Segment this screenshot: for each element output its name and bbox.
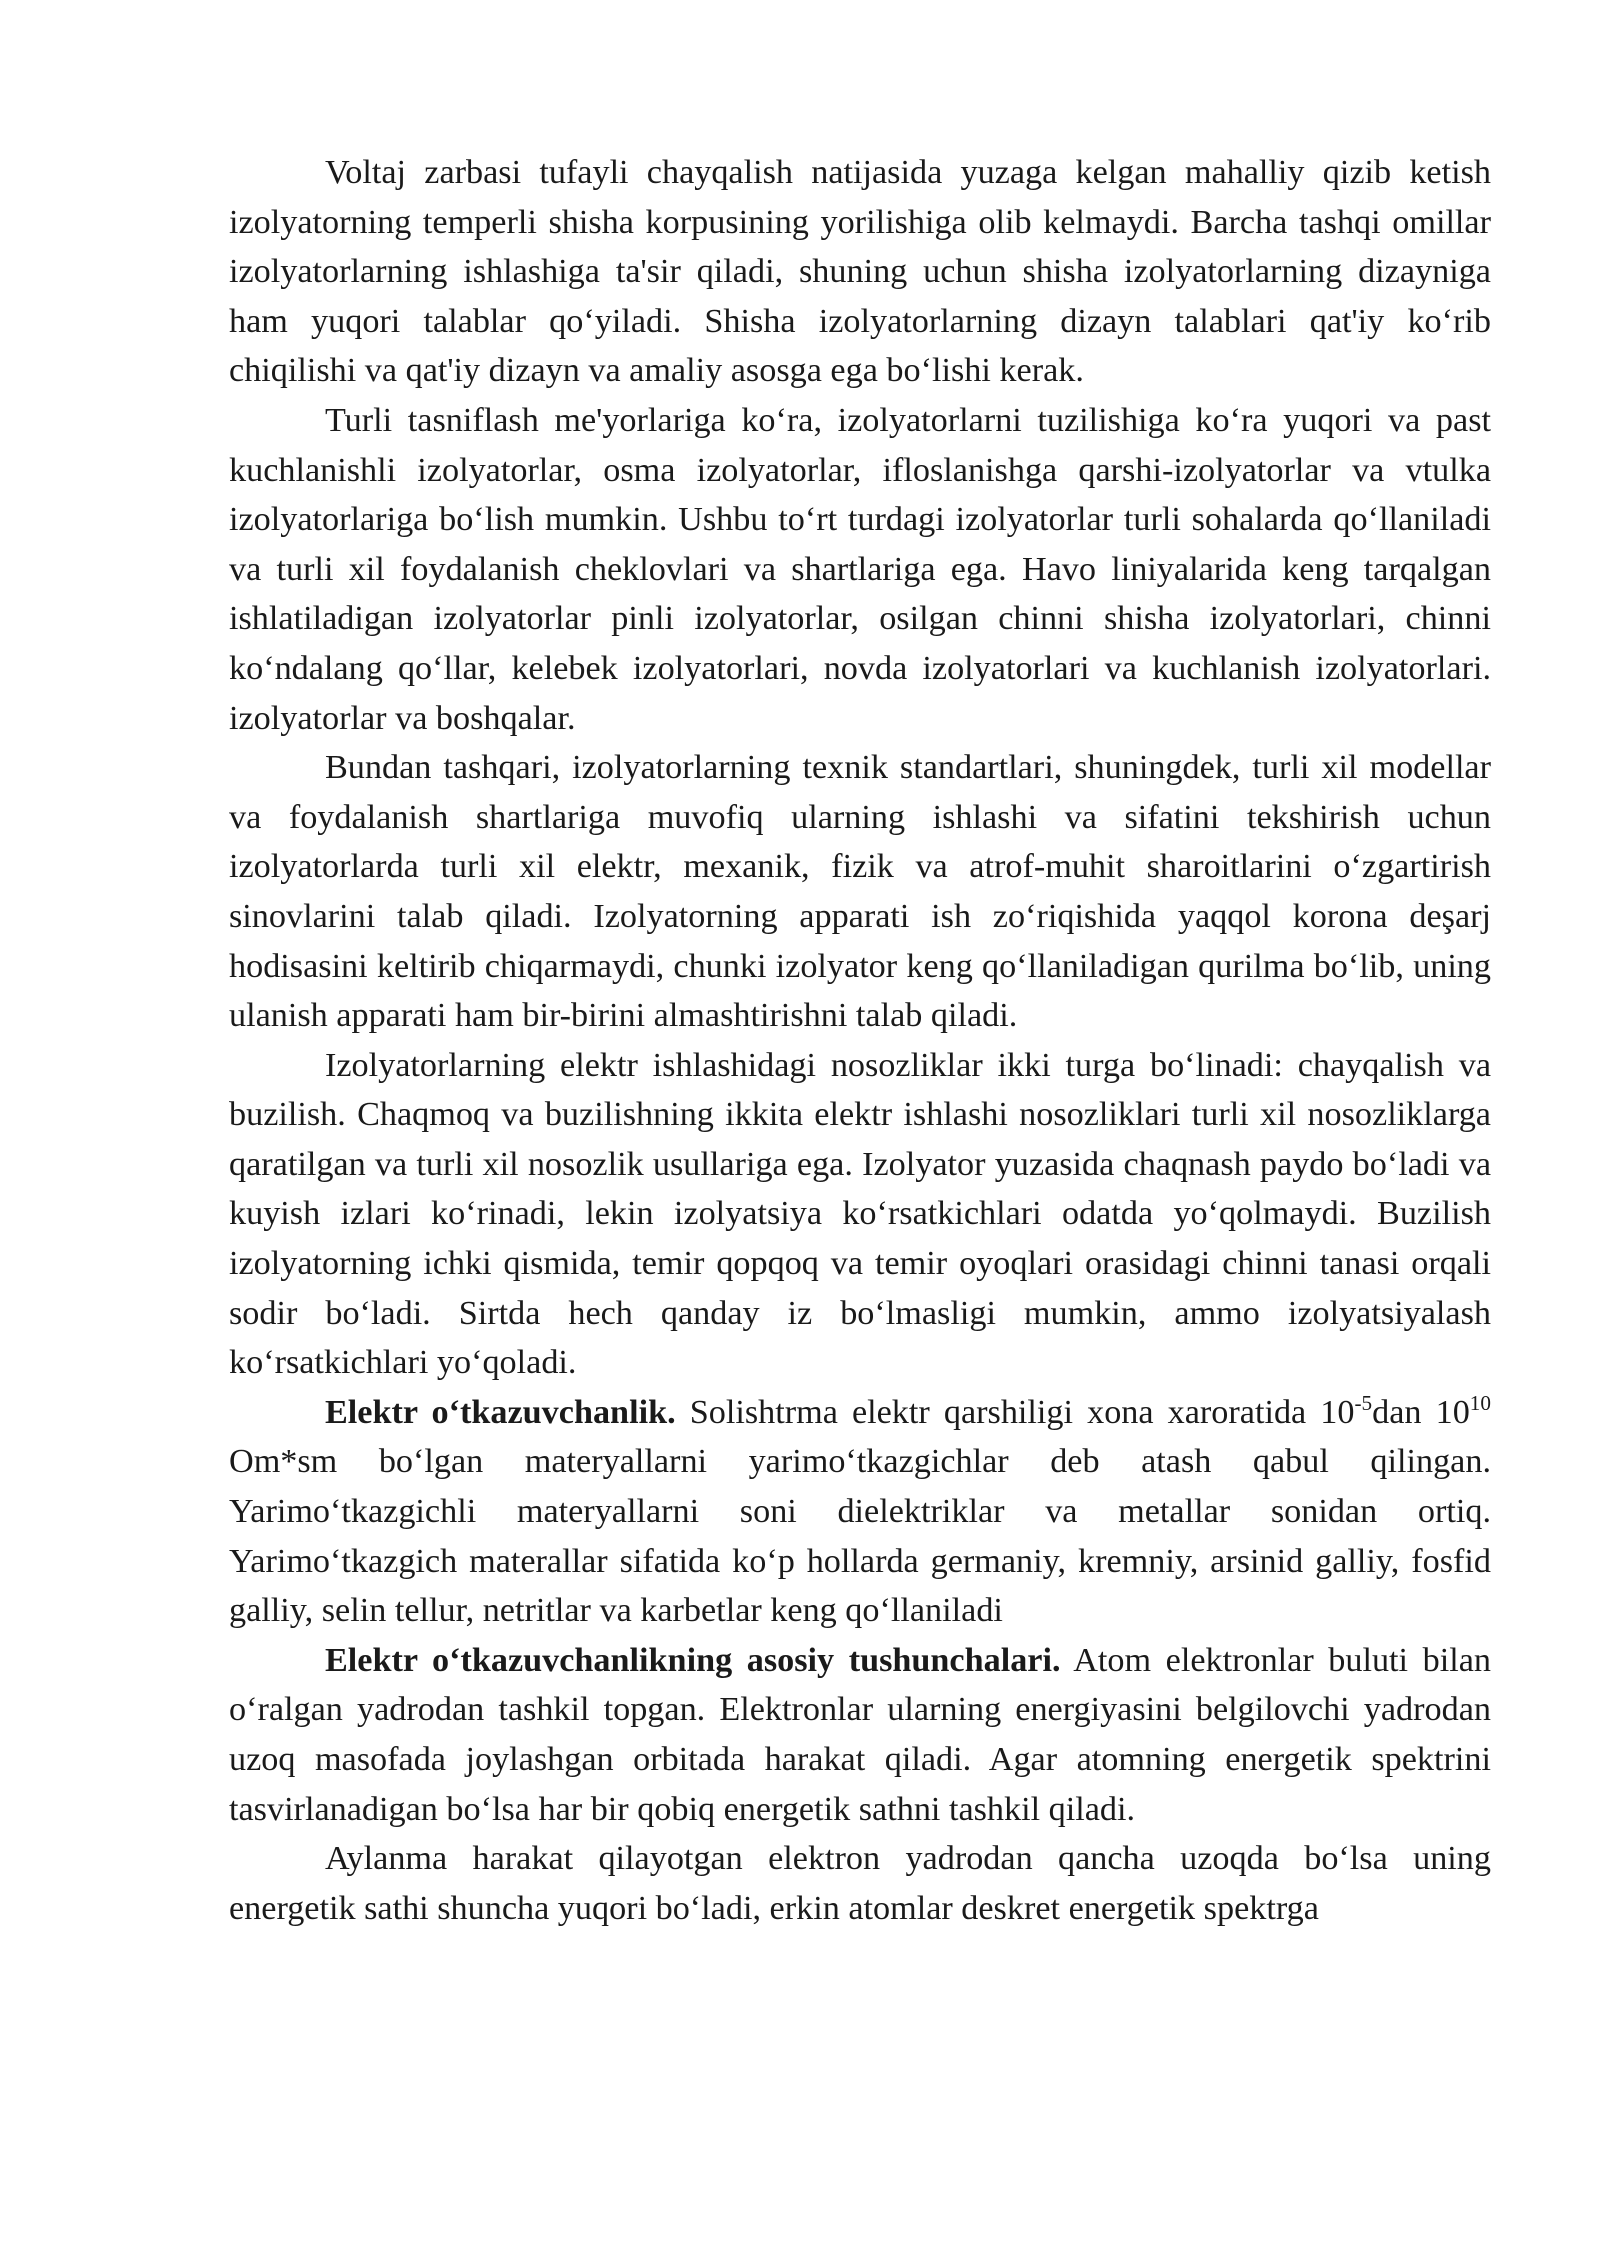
paragraph [229,1388,1491,1636]
paragraph: Izolyatorlarning elektr ishlashidagi nosozliklar ikki turga boʻlinadi: chayqalish va buzilish. Chaqmoq va buzilishning ikkita elektr ishlashi nosozliklari turli xil nosozliklarga qaratilgan va turli xil nosozlik usullariga ega. Izolyator yuzasida chaqnash paydo boʻladi va kuyish izlari koʻrinadi, lekin izolyatsiya koʻrsatkichlari odatda yoʻqolmaydi. Buzilish izolyatorning ichki qismida, temir qopqoq va temir oyoqlari orasidagi chinni tanasi orqali sodir boʻladi. Sirtda hech qanday iz boʻlmasligi mumkin, ammo izolyatsiyalash koʻrsatkichlari yoʻqoladi. [229,1046,1491,1382]
document-page [229,148,1491,1933]
paragraph-text: Solishtrma elektr qarshiligi xona xaroratida 10 [675,1393,1355,1431]
paragraph: Voltaj zarbasi tufayli chayqalish natijasida yuzaga kelgan mahalliy qizib ketish izolyatorning temperli shisha korpusining yorilishiga olib kelmaydi. Barcha tashqi omillar izolyatorlarning ishlashiga ta'sir qiladi, shuning uchun shisha izolyatorlarning dizayniga ham yuqori talablar qoʻyiladi. Shisha izolyatorlarning dizayn talablari qat'iy koʻrib chiqilishi va qat'iy dizayn va amaliy asosga ega boʻlishi kerak. [229,154,1491,390]
paragraph-text: dan 10 [1372,1393,1470,1431]
section-heading-basic-concepts: Elektr oʻtkazuvchanlikning asosiy tushunchalari. [325,1641,1061,1679]
paragraph: Aylanma harakat qilayotgan elektron yadrodan qancha uzoqda boʻlsa uning energetik sathi shuncha yuqori boʻladi, erkin atomlar deskret energetik spektrga [229,1840,1491,1927]
section-heading-conductivity: Elektr oʻtkazuvchanlik. [325,1393,676,1431]
paragraph-text: Om*sm boʻlgan materyallarni yarimoʻtkazgichlar deb atash qabul qilingan. Yarimoʻtkazgichli materyallarni soni dielektriklar va metallar sonidan ortiq. Yarimoʻtkazgich materallar sifatida koʻp hollarda germaniy, kremniy, arsinid galliy, fosfid galliy, selin tellur, netritlar va karbetlar keng qoʻllaniladi [229,1443,1491,1630]
paragraph: Turli tasniflash me'yorlariga koʻra, izolyatorlarni tuzilishiga koʻra yuqori va past kuchlanishli izolyatorlar, osma izolyatorlar, ifloslanishga qarshi-izolyatorlar va vtulka izolyatorlariga boʻlish mumkin. Ushbu toʻrt turdagi izolyatorlar turli sohalarda qoʻllaniladi va turli xil foydalanish cheklovlari va shartlariga ega. Havo liniyalarida keng tarqalgan ishlatiladigan izolyatorlar pinli izolyatorlar, osilgan chinni shisha izolyatorlari, chinni koʻndalang qoʻllar, kelebek izolyatorlari, novda izolyatorlari va kuchlanish izolyatorlari. izolyatorlar va boshqalar. [229,401,1491,737]
paragraph [229,1636,1491,1834]
exponent: 10 [1469,1391,1491,1416]
paragraph: Bundan tashqari, izolyatorlarning texnik standartlari, shuningdek, turli xil modellar va foydalanish shartlariga muvofiq ularning ishlashi va sifatini tekshirish uchun izolyatorlarda turli xil elektr, mexanik, fizik va atrof-muhit sharoitlarini oʻzgartirish sinovlarini talab qiladi. Izolyatorning apparati ish zoʻriqishida yaqqol korona deşarj hodisasini keltirib chiqarmaydi, chunki izolyator keng qoʻllaniladigan qurilma boʻlib, uning ulanish apparati ham bir-birini almashtirishni talab qiladi. [229,749,1491,1035]
exponent: -5 [1354,1391,1373,1416]
paragraph-text: Atom elektronlar buluti bilan oʻralgan yadrodan tashkil topgan. Elektronlar ularning energiyasini belgilovchi yadrodan uzoq masofada joylashgan orbitada harakat qiladi. Agar atomning energetik spektrini tasvirlanadigan boʻlsa har bir qobiq energetik sathni tashkil qiladi. [229,1641,1491,1828]
